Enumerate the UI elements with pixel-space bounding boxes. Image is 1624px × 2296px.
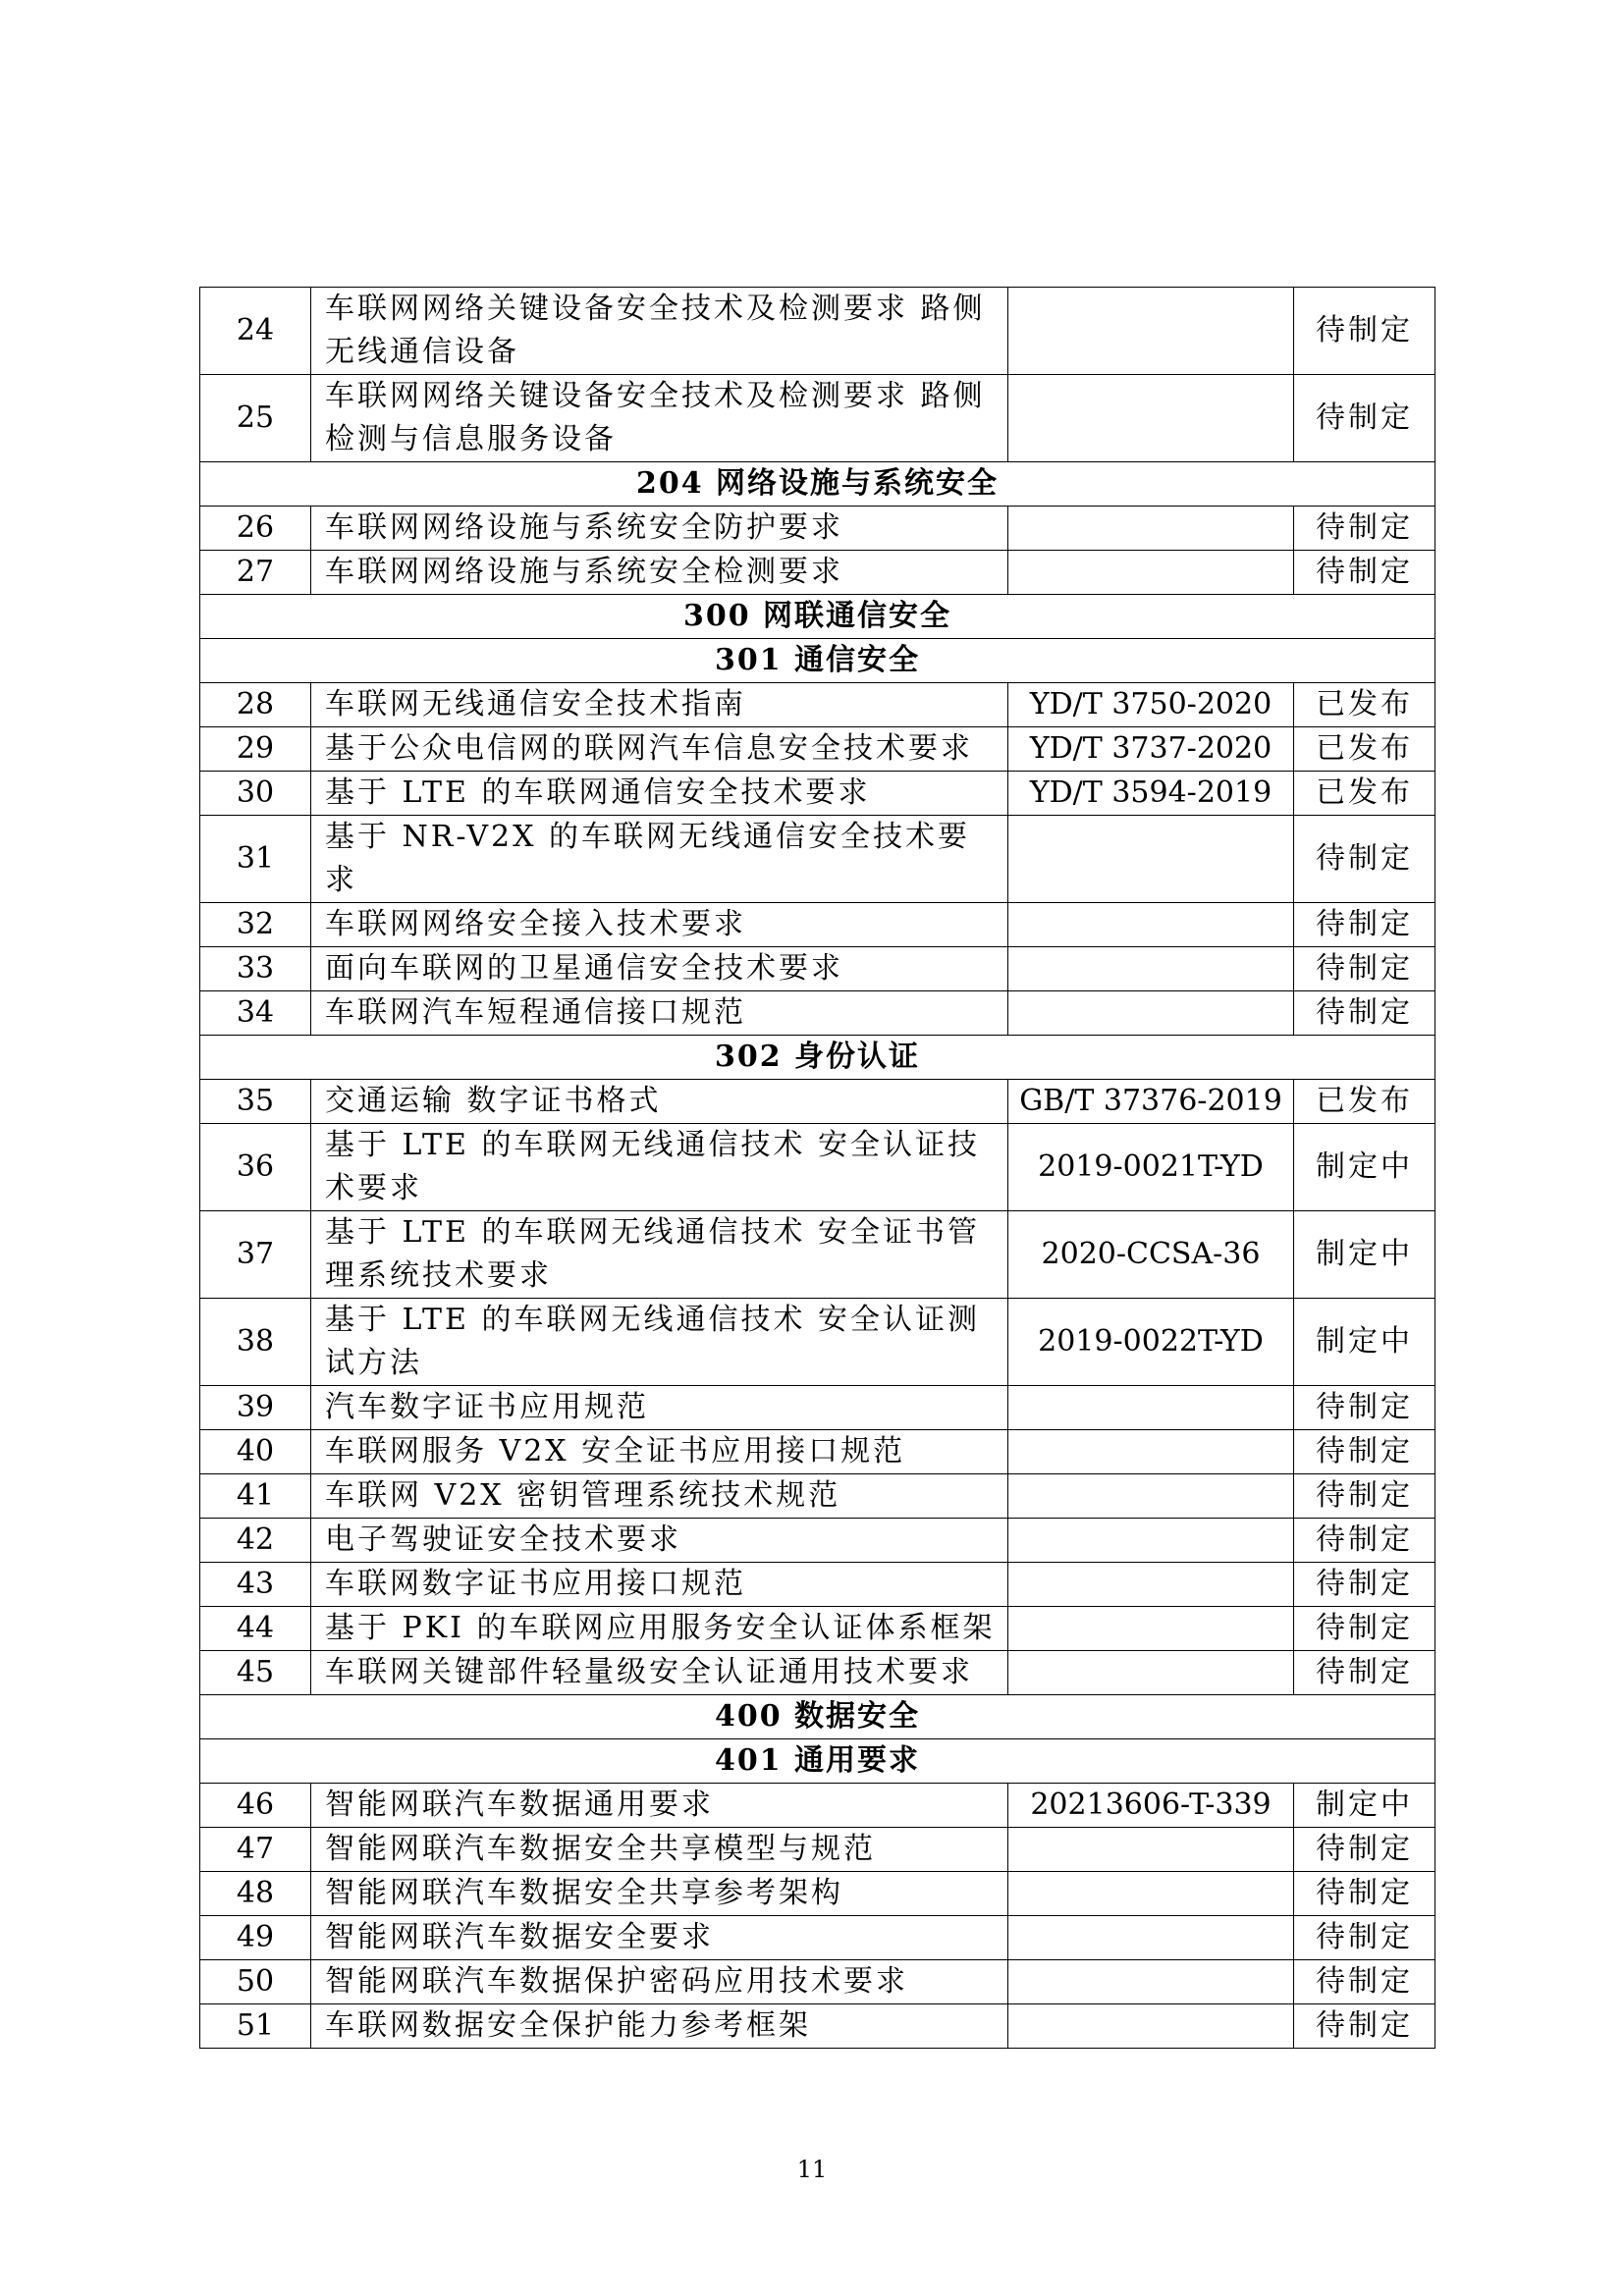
table-row [200, 1828, 1435, 1872]
row-number: 26 [200, 507, 311, 551]
standard-code [1008, 1519, 1294, 1563]
row-number: 25 [200, 375, 311, 462]
standard-name: 车联网数字证书应用接口规范 [311, 1563, 1008, 1607]
standard-name: 基于公众电信网的联网汽车信息安全技术要求 [311, 727, 1008, 772]
standard-status: 制定中 [1294, 1211, 1435, 1299]
standard-name: 车联网服务 V2X 安全证书应用接口规范 [311, 1430, 1008, 1474]
row-number: 30 [200, 772, 311, 816]
table-row [200, 772, 1435, 816]
row-number: 42 [200, 1519, 311, 1563]
table-row [200, 683, 1435, 727]
row-number: 45 [200, 1651, 311, 1695]
standard-status: 待制定 [1294, 1519, 1435, 1563]
standard-code [1008, 1828, 1294, 1872]
standard-status: 待制定 [1294, 288, 1435, 375]
standard-code [1008, 2004, 1294, 2049]
row-number: 46 [200, 1784, 311, 1828]
row-number: 33 [200, 947, 311, 991]
standard-code [1008, 991, 1294, 1036]
standard-status: 待制定 [1294, 947, 1435, 991]
standard-name: 智能网联汽车数据通用要求 [311, 1784, 1008, 1828]
row-number: 39 [200, 1386, 311, 1430]
standard-status: 制定中 [1294, 1299, 1435, 1386]
standard-name: 车联网关键部件轻量级安全认证通用技术要求 [311, 1651, 1008, 1695]
table-row [200, 1960, 1435, 2004]
standard-status: 已发布 [1294, 683, 1435, 727]
row-number: 49 [200, 1916, 311, 1960]
section-header-row [200, 1695, 1435, 1739]
standard-name: 电子驾驶证安全技术要求 [311, 1519, 1008, 1563]
standards-table [199, 287, 1435, 2049]
table-row [200, 1386, 1435, 1430]
row-number: 27 [200, 551, 311, 595]
standard-status: 待制定 [1294, 551, 1435, 595]
standard-name: 车联网汽车短程通信接口规范 [311, 991, 1008, 1036]
table-row [200, 947, 1435, 991]
standard-code: YD/T 3737-2020 [1008, 727, 1294, 772]
table-row [200, 1430, 1435, 1474]
standard-name: 车联网网络关键设备安全技术及检测要求 路侧无线通信设备 [311, 288, 1008, 375]
standard-status: 制定中 [1294, 1784, 1435, 1828]
row-number: 50 [200, 1960, 311, 2004]
standard-status: 已发布 [1294, 1080, 1435, 1124]
standard-name: 车联网网络安全接入技术要求 [311, 903, 1008, 947]
table-row [200, 288, 1435, 375]
standard-code [1008, 1872, 1294, 1916]
standard-status: 待制定 [1294, 1651, 1435, 1695]
row-number: 24 [200, 288, 311, 375]
standards-table-body [200, 288, 1435, 2049]
table-row [200, 1474, 1435, 1519]
standard-name: 汽车数字证书应用规范 [311, 1386, 1008, 1430]
section-header-row [200, 595, 1435, 639]
standard-status: 待制定 [1294, 991, 1435, 1036]
standard-code [1008, 375, 1294, 462]
standard-status: 待制定 [1294, 1872, 1435, 1916]
standard-name: 基于 LTE 的车联网无线通信技术 安全认证技术要求 [311, 1124, 1008, 1211]
table-row [200, 1563, 1435, 1607]
standard-code [1008, 903, 1294, 947]
standard-status: 待制定 [1294, 1563, 1435, 1607]
standard-code: 2019-0021T-YD [1008, 1124, 1294, 1211]
standard-code [1008, 1474, 1294, 1519]
standard-code [1008, 1607, 1294, 1651]
table-row [200, 2004, 1435, 2049]
standard-code [1008, 947, 1294, 991]
table-row [200, 1124, 1435, 1211]
table-row [200, 903, 1435, 947]
table-row [200, 551, 1435, 595]
standard-status: 制定中 [1294, 1124, 1435, 1211]
standard-code: 2020-CCSA-36 [1008, 1211, 1294, 1299]
standard-name: 基于 NR-V2X 的车联网无线通信安全技术要求 [311, 816, 1008, 903]
row-number: 29 [200, 727, 311, 772]
standard-status: 待制定 [1294, 1474, 1435, 1519]
row-number: 47 [200, 1828, 311, 1872]
standard-status: 待制定 [1294, 1916, 1435, 1960]
standard-name: 车联网网络设施与系统安全检测要求 [311, 551, 1008, 595]
section-title: 301 通信安全 [200, 639, 1435, 683]
standard-name: 基于 PKI 的车联网应用服务安全认证体系框架 [311, 1607, 1008, 1651]
table-row [200, 816, 1435, 903]
standard-status: 待制定 [1294, 2004, 1435, 2049]
standard-code [1008, 816, 1294, 903]
standard-status: 待制定 [1294, 1386, 1435, 1430]
row-number: 35 [200, 1080, 311, 1124]
row-number: 40 [200, 1430, 311, 1474]
row-number: 44 [200, 1607, 311, 1651]
table-row [200, 1299, 1435, 1386]
standard-code: 20213606-T-339 [1008, 1784, 1294, 1828]
row-number: 36 [200, 1124, 311, 1211]
standard-name: 智能网联汽车数据安全共享模型与规范 [311, 1828, 1008, 1872]
standard-name: 面向车联网的卫星通信安全技术要求 [311, 947, 1008, 991]
standard-status: 待制定 [1294, 1430, 1435, 1474]
page-number: 11 [796, 2156, 828, 2183]
section-header-row [200, 1739, 1435, 1784]
standard-code: GB/T 37376-2019 [1008, 1080, 1294, 1124]
standard-name: 基于 LTE 的车联网通信安全技术要求 [311, 772, 1008, 816]
standard-name: 车联网网络设施与系统安全防护要求 [311, 507, 1008, 551]
standard-status: 待制定 [1294, 507, 1435, 551]
standard-code [1008, 1916, 1294, 1960]
section-title: 401 通用要求 [200, 1739, 1435, 1784]
standard-name: 车联网无线通信安全技术指南 [311, 683, 1008, 727]
table-row [200, 1784, 1435, 1828]
standard-code [1008, 1430, 1294, 1474]
standard-status: 待制定 [1294, 903, 1435, 947]
standard-code: YD/T 3750-2020 [1008, 683, 1294, 727]
row-number: 32 [200, 903, 311, 947]
standard-status: 待制定 [1294, 1828, 1435, 1872]
table-row [200, 991, 1435, 1036]
row-number: 28 [200, 683, 311, 727]
standard-code: 2019-0022T-YD [1008, 1299, 1294, 1386]
standard-name: 基于 LTE 的车联网无线通信技术 安全认证测试方法 [311, 1299, 1008, 1386]
standard-name: 智能网联汽车数据安全要求 [311, 1916, 1008, 1960]
standard-status: 待制定 [1294, 816, 1435, 903]
standard-name: 智能网联汽车数据保护密码应用技术要求 [311, 1960, 1008, 2004]
standard-status: 已发布 [1294, 727, 1435, 772]
table-row [200, 727, 1435, 772]
table-row [200, 1519, 1435, 1563]
standard-code [1008, 1386, 1294, 1430]
table-row [200, 1872, 1435, 1916]
table-row [200, 1607, 1435, 1651]
row-number: 51 [200, 2004, 311, 2049]
standard-name: 车联网数据安全保护能力参考框架 [311, 2004, 1008, 2049]
standard-code: YD/T 3594-2019 [1008, 772, 1294, 816]
section-title: 204 网络设施与系统安全 [200, 462, 1435, 507]
standard-name: 车联网 V2X 密钥管理系统技术规范 [311, 1474, 1008, 1519]
row-number: 37 [200, 1211, 311, 1299]
table-row [200, 375, 1435, 462]
table-row [200, 1211, 1435, 1299]
row-number: 38 [200, 1299, 311, 1386]
standard-name: 交通运输 数字证书格式 [311, 1080, 1008, 1124]
standard-code [1008, 1563, 1294, 1607]
row-number: 31 [200, 816, 311, 903]
standard-status: 已发布 [1294, 772, 1435, 816]
section-title: 300 网联通信安全 [200, 595, 1435, 639]
row-number: 43 [200, 1563, 311, 1607]
row-number: 34 [200, 991, 311, 1036]
section-title: 400 数据安全 [200, 1695, 1435, 1739]
standard-name: 基于 LTE 的车联网无线通信技术 安全证书管理系统技术要求 [311, 1211, 1008, 1299]
standard-code [1008, 1651, 1294, 1695]
section-title: 302 身份认证 [200, 1036, 1435, 1080]
row-number: 41 [200, 1474, 311, 1519]
section-header-row [200, 1036, 1435, 1080]
section-header-row [200, 462, 1435, 507]
standard-status: 待制定 [1294, 1607, 1435, 1651]
standard-name: 智能网联汽车数据安全共享参考架构 [311, 1872, 1008, 1916]
table-row [200, 1651, 1435, 1695]
standard-status: 待制定 [1294, 1960, 1435, 2004]
standard-code [1008, 551, 1294, 595]
standard-code [1008, 288, 1294, 375]
row-number: 48 [200, 1872, 311, 1916]
standard-status: 待制定 [1294, 375, 1435, 462]
standard-code [1008, 1960, 1294, 2004]
section-header-row [200, 639, 1435, 683]
table-row [200, 507, 1435, 551]
standard-code [1008, 507, 1294, 551]
table-row [200, 1916, 1435, 1960]
table-row [200, 1080, 1435, 1124]
standard-name: 车联网网络关键设备安全技术及检测要求 路侧检测与信息服务设备 [311, 375, 1008, 462]
